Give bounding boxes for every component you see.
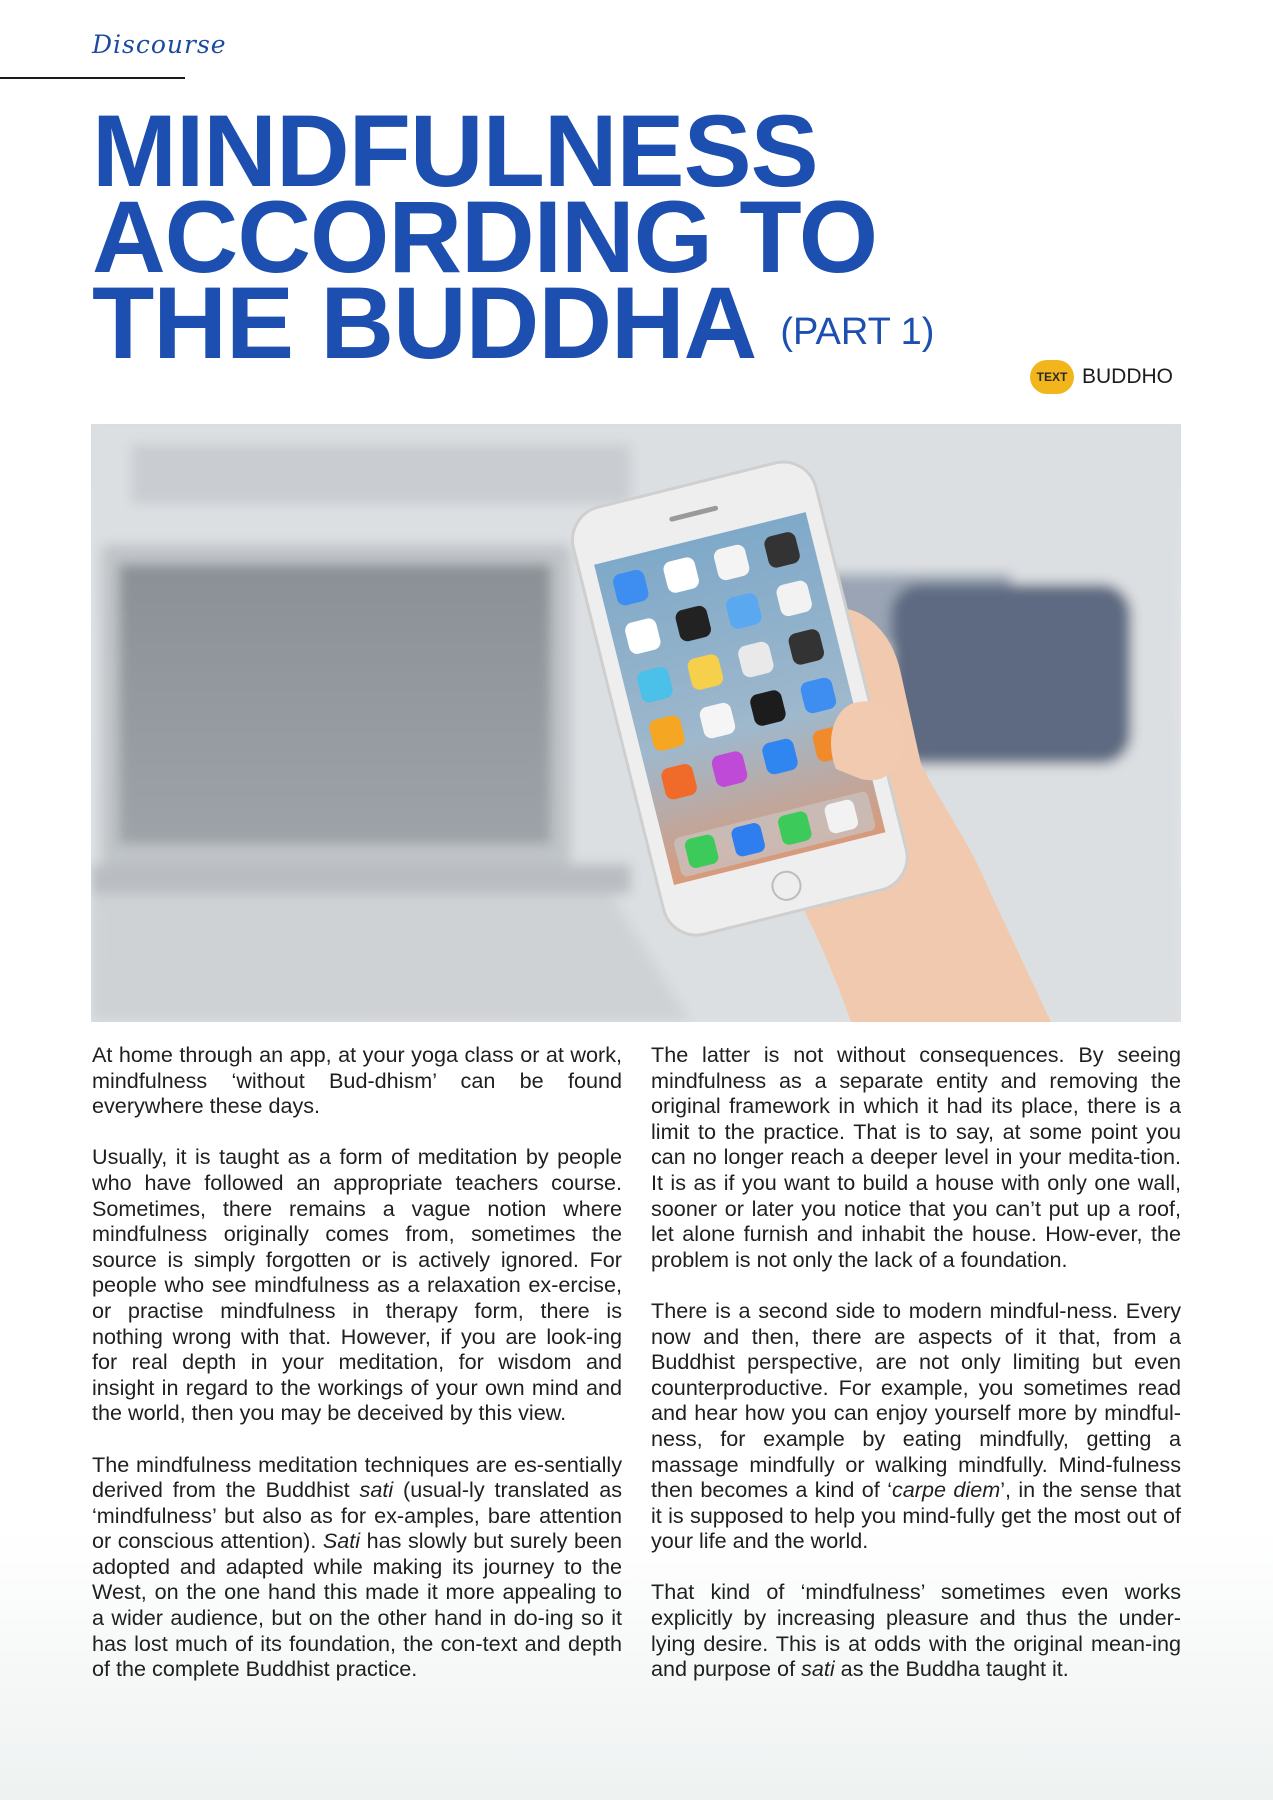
article-column-right bbox=[651, 1042, 1181, 1707]
thumb bbox=[831, 701, 903, 780]
title-line-1: MINDFULNESS bbox=[92, 94, 818, 208]
title-part-label: (PART 1) bbox=[780, 311, 935, 353]
section-label: Discourse bbox=[92, 30, 227, 59]
paragraph: At home through an app, at your yoga class or at work, mindfulness ‘without Bud-dhism’ can be found everywhere these days. bbox=[92, 1042, 622, 1119]
paragraph: The latter is not without consequences. By seeing mindfulness as a separate entity and removing the original framework in which it had its place, there is a limit to the practice. That is to say, at some point you can no longer reach a deeper level in your medita-tion. It is as if you want to build a house with only one wall, sooner or later you notice that you can’t put up a roof, let alone furnish and inhabit the house. How-ever, the problem is not only the lack of a foundation. bbox=[651, 1042, 1181, 1272]
article-column-left bbox=[92, 1042, 622, 1707]
paragraph: Usually, it is taught as a form of meditation by people who have followed an appropriate teachers course. Sometimes, there remains a vague notion where mindfulness originally comes from, sometimes the source is simply forgotten or is actively ignored. For people who see mindfulness as a relaxation ex-ercise, or practise mindfulness in therapy form, there is nothing wrong with that. However, if you are look-ing for real depth in your meditation, for wisdom and insight in regard to the workings of your own mind and the world, then you may be deceived by this view. bbox=[92, 1144, 622, 1426]
title-line-3 bbox=[92, 266, 935, 380]
title-line-2: ACCORDING TO bbox=[92, 180, 878, 294]
hero-image bbox=[91, 424, 1181, 1022]
byline-badge: TEXT bbox=[1030, 360, 1074, 394]
article-title bbox=[92, 94, 935, 380]
phone-in-hand-image bbox=[91, 424, 1181, 1022]
paragraph: That kind of ‘mindfulness’ sometimes even works explicitly by increasing pleasure and thus the under-lying desire. This is at odds with the original mean-ing and purpose of sati as the Buddha taught it. bbox=[651, 1579, 1181, 1682]
byline bbox=[1030, 360, 1173, 394]
byline-author: BUDDHO bbox=[1082, 365, 1174, 388]
section-rule bbox=[0, 77, 185, 79]
paragraph: The mindfulness meditation techniques are es-sentially derived from the Buddhist sati (usual-ly translated as ‘mindfulness’ but also as for ex-amples, bare attention or conscious attention). Sati has slowly but surely been adopted and adapted while making its journey to the West, on the one hand this made it more appealing to a wider audience, but on the other hand in do-ing so it has lost much of its foundation, the con-text and depth of the complete Buddhist practice. bbox=[92, 1451, 622, 1682]
title-line-3-text: THE BUDDHA bbox=[92, 266, 757, 380]
paragraph: There is a second side to modern mindful-ness. Every now and then, there are aspects of it that, from a Buddhist perspective, are not only limiting but even counterproductive. For example, you sometimes read and hear how you can enjoy yourself more by mindful-ness, for example by eating mindfully, getting a massage mindfully or walking mindfully. Mind-fulness then becomes a kind of ‘carpe diem’, in the sense that it is supposed to help you mind-fully get the most out of your life and the world. bbox=[651, 1297, 1181, 1554]
